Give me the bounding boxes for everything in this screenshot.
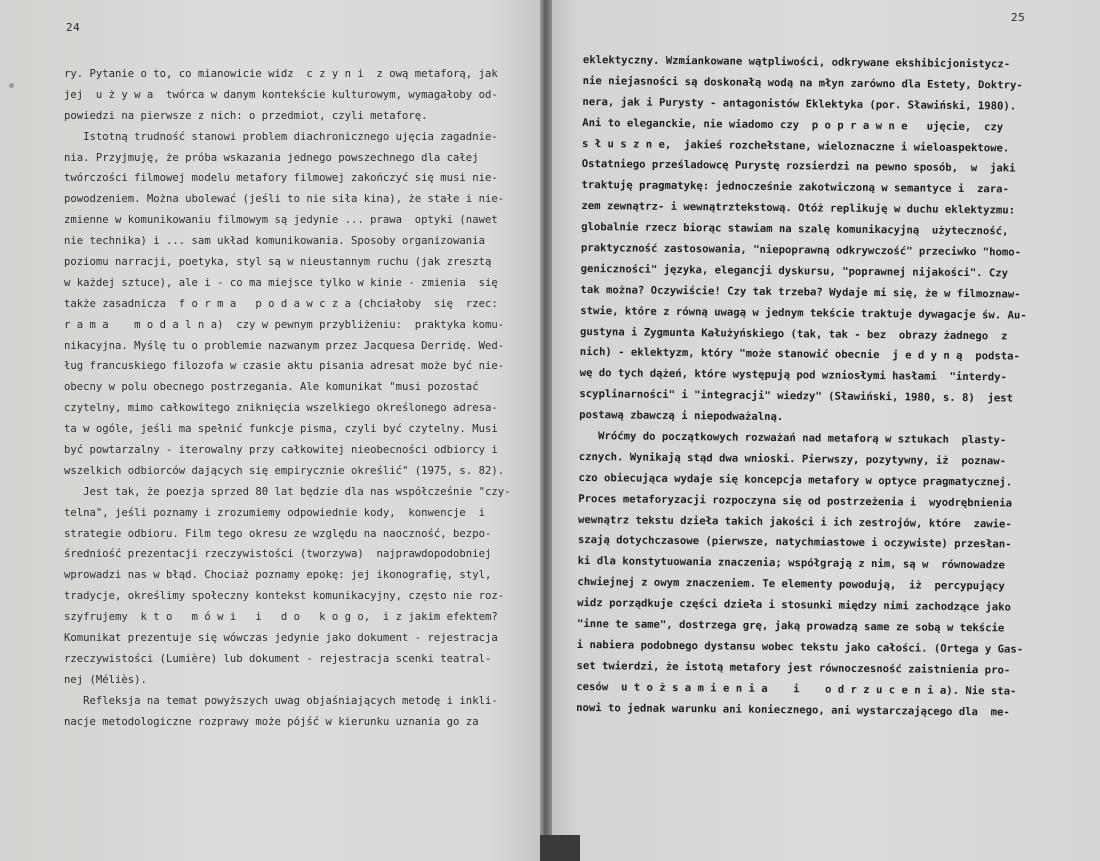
text-line: poziomu narracji, poetyka, styl są w nieustannym ruchu (jak zresztą [64, 256, 492, 269]
text-line: wę do tych dążeń, które występują pod wzniosłymi hasłami "interdy- [579, 367, 1007, 384]
text-line: czo obiecująca wydaje się koncepcja metafory w optyce pragmatycznej. [578, 471, 1013, 489]
text-line: tradycje, określimy społeczny kontekst komunikacyjny, często nie roz- [64, 590, 505, 603]
text-line: "inne te same", dostrzega grę, jaką prowadzą same ze sobą w tekście [576, 618, 1005, 635]
text-line: nera, jak i Purysty - antagonistów Eklektyka (por. Sławiński, 1980). [582, 95, 1017, 113]
text-line: strategie odbioru. Film tego okresu ze względu na naoczność, bezpo- [64, 527, 492, 540]
text-line: r a m a m o d a l n a) czy w pewnym przybliżeniu: praktyka komu- [64, 318, 505, 331]
book-gutter [540, 0, 552, 861]
text-line: także zasadnicza f o r m a p o d a w c z a (chciałoby się rzec: [64, 297, 498, 310]
text-line: obecny w polu obecnego postrzegania. Ale komunikat "musi pozostać [64, 381, 479, 394]
text-line: nikacyjna. Myślę tu o problemie nazwanym przez Jacquesa Derridę. Wed- [64, 339, 505, 352]
page-number: 25 [1011, 11, 1026, 24]
text-line: Komunikat prezentuje się wówczas jedynie jako dokument - rejestracja [64, 632, 498, 645]
text-line: Ostatniego prześladowcę Purystę rozsierdzi na pewno sposób, w jaki [581, 158, 1016, 175]
text-line: Wróćmy do początkowych rozważań nad metaforą w sztukach plasty- [578, 430, 1007, 447]
text-line: s ł u s z n e, jakieś rozchełstane, wieloznaczne i wieloaspektowe. [581, 137, 1010, 155]
text-line: i nabiera podobnego dystansu wobec tekstu jako całości. (Ortega y Gas- [576, 638, 1024, 656]
text-line: stwie, które z równą uwagą w jednym tekście traktuje dywagacje św. Au- [580, 304, 1027, 322]
text-line: ki dla konstytuowania znaczenia; współgrają z nim, są w równowadze [577, 555, 1006, 572]
text-line: postawą zbawczą i niepodważalną. [579, 409, 784, 424]
right-page-text [576, 50, 1078, 724]
text-line: powiedzi na pierwsze z nich: o przedmiot, czyli metaforę. [64, 109, 428, 122]
text-line: wewnątrz tekstu dzieła takich jakości i ich zestrojów, które zawie- [578, 513, 1012, 531]
text-line: telna", jeśli poznamy i zrozumiemy odpowiednie kody, konwencje i [64, 506, 485, 519]
text-line: Jest tak, że poezja sprzed 80 lat będzie dla nas współcześnie "czy- [64, 485, 511, 498]
text-line: rzeczywistości (Lumière) lub dokument - rejestracja scenki teatral- [64, 652, 492, 665]
text-line: Proces metaforyzacji rozpoczyna się od postrzeżenia i wyodrębnienia [578, 492, 1013, 510]
margin-mark [9, 83, 14, 88]
text-line: średniość prezentacji rzeczywistości (tworzywa) najprawdopodobniej [64, 548, 492, 561]
text-line: zem zewnątrz- i wewnątrztekstową. Otóż replikuję w duchu eklektyzmu: [581, 200, 1016, 217]
text-line: Refleksja na temat powyższych uwag objaśniających metodę i inkli- [64, 694, 498, 707]
text-line: nej (Méliès). [64, 673, 147, 686]
right-page [545, 0, 1100, 861]
text-line: Ani to eleganckie, nie wiadomo czy p o p r a w n e ujęcie, czy [582, 116, 1004, 134]
text-line: set twierdzi, że istotą metafory jest równoczesność zaistnienia pro- [576, 659, 1011, 677]
text-line: scyplinarności" i "integracji" wiedzy" (Sławiński, 1980, s. 8) jest [579, 388, 1014, 405]
text-line: twórczości filmowej modelu metafory filmowej zakończyć się musi nie- [64, 172, 498, 185]
left-page [0, 0, 545, 861]
text-line: geniczności" języka, elegancji dyskursu, "poprawnej nijakości". Czy [580, 262, 1009, 280]
page-number: 24 [66, 21, 81, 34]
text-line: chwiejnej z owym znaczeniem. Te elementy powodują, iż percypujący [577, 576, 1005, 593]
text-line: nie technika) i ... sam układ komunikowania. Sposoby organizowania [64, 235, 485, 248]
text-line: tak można? Oczywiście! Czy tak trzeba? Wydaje mi się, że w filmoznaw- [580, 283, 1021, 301]
text-line: traktuję pragmatykę: jednocześnie zakotwiczoną w semantyce i zara- [581, 179, 1009, 196]
text-line: szają dotychczasowe (pierwsze, natychmiastowe i oczywiste) przesłan- [577, 534, 1012, 551]
text-line: eklektyczny. Wzmiankowane wątpliwości, odkrywane ekshibicjonistycz- [582, 53, 1011, 71]
text-line: zmienne w komunikowaniu filmowym są jedynie ... prawa optyki (nawet [64, 214, 498, 227]
text-line: nowi to jednak warunku ani koniecznego, ani wystarczającego dla me- [576, 701, 1010, 719]
text-line: praktyczność zastosowania, "niepoprawną odkrywczość" przeciwko "homo- [580, 242, 1022, 259]
text-line: cznych. Wynikają stąd dwa wnioski. Pierwszy, pozytywny, iż poznaw- [578, 450, 1007, 468]
text-line: nich) - eklektyzm, który "może stanowić obecnie j e d y n ą podsta- [579, 346, 1020, 364]
text-line: ry. Pytanie o to, co mianowicie widz c z y n i z ową metaforą, jak [64, 68, 498, 80]
text-line: nacje metodologiczne rozprawy może pójść w kierunku uznania go za [64, 715, 479, 728]
left-page-text [64, 64, 514, 733]
text-line: gustyna i Zygmunta Kałużyńskiego (tak, tak - bez obrazy żadnego z [579, 325, 1008, 343]
text-line: jej u ż y w a twórca w danym kontekście kulturowym, wymagałoby od- [64, 88, 498, 101]
text-line: ług francuskiego filozofa w czasie aktu pisania adresat może być nie- [64, 360, 505, 373]
text-line: powodzeniem. Można ubolewać (jeśli to nie siła kina), że stałe i nie- [64, 193, 505, 206]
text-line: widz porządkuje części dzieła i stosunki między nimi zachodzące jako [577, 597, 1011, 614]
text-line: nie niejasności są doskonałą wodą na młyn zarówno dla Estety, Doktry- [582, 74, 1023, 92]
text-line: czytelny, mimo całkowitego zniknięcia wszelkiego określonego adresa- [64, 402, 498, 415]
text-line: globalnie rzecz biorąc stawiam na szalę komunikacyjną użyteczność, [581, 221, 1009, 238]
text-line: wszelkich odbiorców dających się empirycznie określić" (1975, s. 82). [64, 464, 505, 477]
text-line: wprowadzi nas w błąd. Chociaż poznamy epokę: jej ikonografię, styl, [64, 569, 492, 582]
binding-shadow [540, 835, 580, 861]
text-line: ta w ogóle, jeśli ma spełnić funkcje pisma, czyli być czytelny. Musi [64, 423, 498, 436]
text-line: nia. Przyjmuję, że próba wskazania jednego powszechnego dla całej [64, 151, 479, 164]
text-line: Istotną trudność stanowi problem diachronicznego ujęcia zagadnie- [64, 130, 498, 143]
text-line: być powtarzalny - iterowalny przy całkowitej nieobecności odbiorcy i [64, 444, 498, 457]
text-line: szyfrujemy k t o m ó w i i d o k o g o, i z jakim efektem? [64, 611, 498, 624]
text-line: w każdej sztuce), ale i - co ma miejsce tylko w kinie - zmienia się [64, 276, 498, 289]
text-line: cesów u t o ż s a m i e n i a i o d r z u c e n i a). Nie sta- [576, 680, 1017, 698]
